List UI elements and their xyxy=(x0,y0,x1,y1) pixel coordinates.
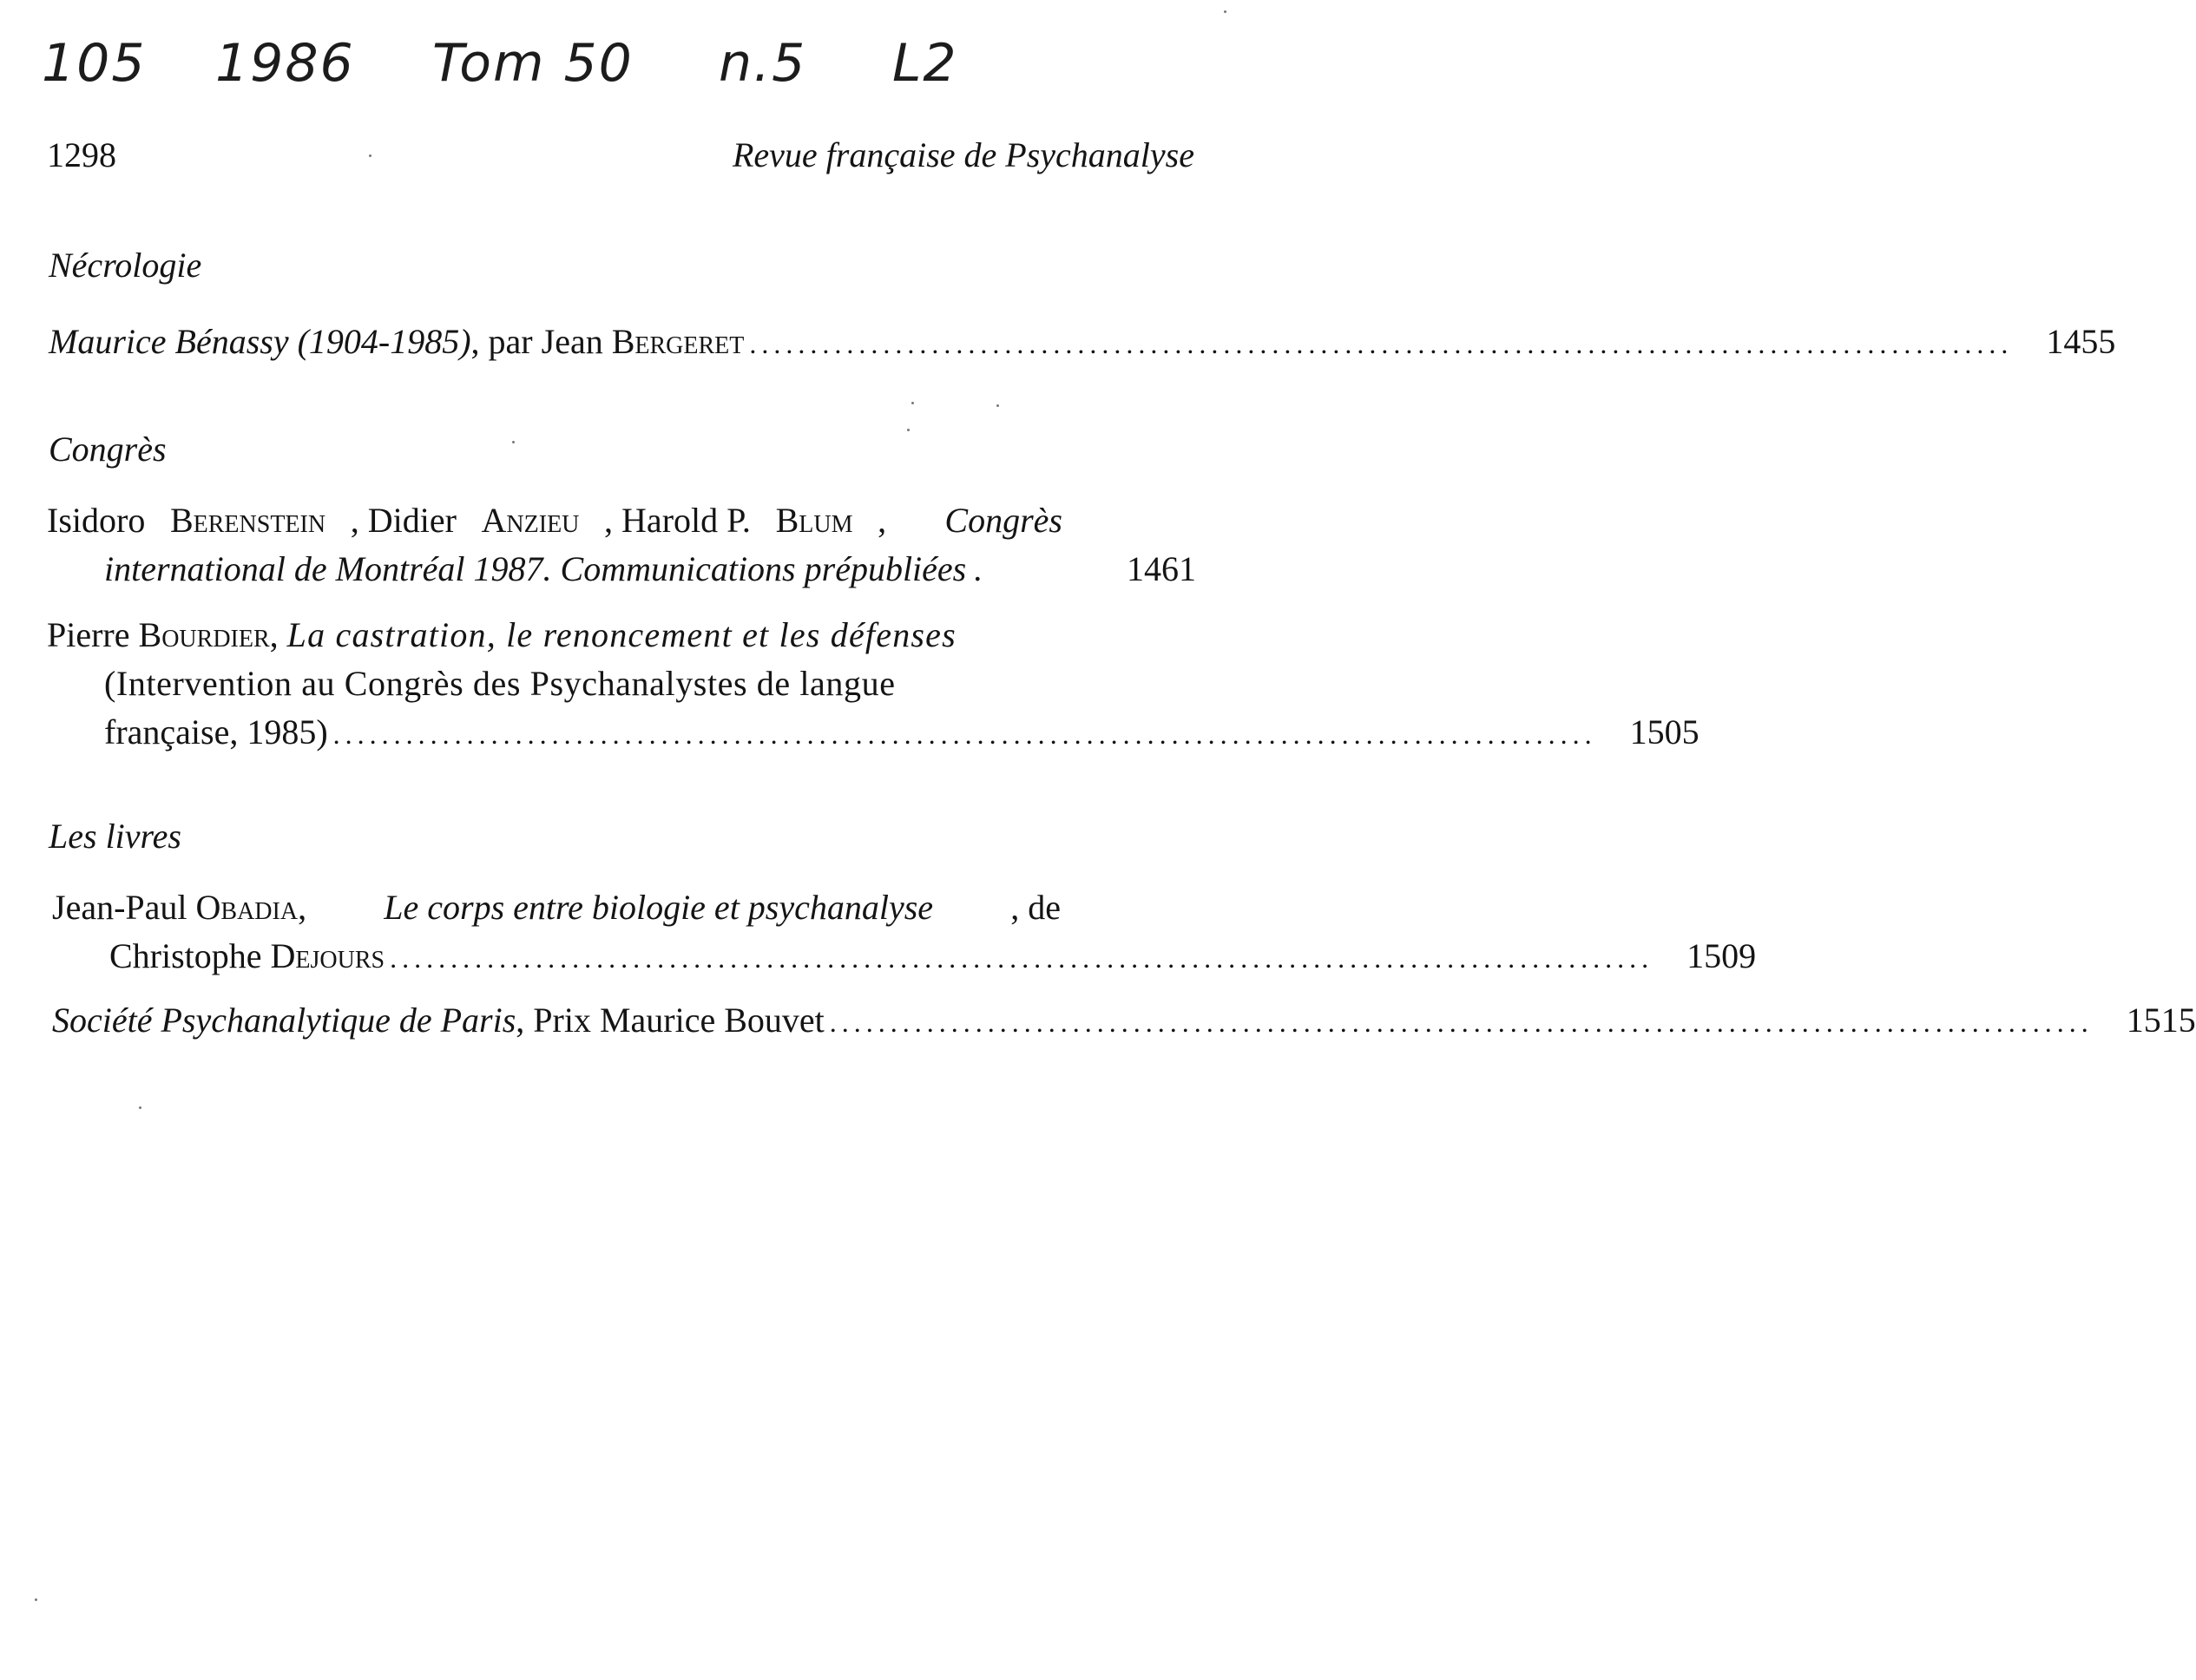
handwritten-reference-note xyxy=(42,33,1014,111)
section-heading-livres: Les livres xyxy=(49,817,181,856)
entry-author-first: Jean-Paul xyxy=(52,888,196,927)
entry-byline: , par Jean xyxy=(470,322,612,361)
toc-entry[interactable] xyxy=(47,611,1700,758)
entry-de: , de xyxy=(1010,888,1061,927)
scan-speck xyxy=(369,154,371,157)
entry-author-3-first: , Harold P. xyxy=(604,501,751,540)
entry-title: Le corps entre biologie et psychanalyse xyxy=(384,888,934,927)
section-heading-congres: Congrès xyxy=(49,430,167,469)
entry-page: 1515 xyxy=(2126,1001,2196,1040)
entry-title: La castration, le renoncement et les défenses xyxy=(286,615,957,654)
entry-prize: , Prix Maurice Bouvet xyxy=(516,1001,825,1040)
toc-entry[interactable] xyxy=(47,496,1196,594)
running-head xyxy=(47,135,1194,178)
scan-speck xyxy=(35,1598,37,1601)
dot-leader: ........................................................................................................ xyxy=(332,719,1597,750)
entry-title-part-2: international de Montréal 1987. Communications prépubliées xyxy=(104,549,967,588)
entry-author-last: Obadia xyxy=(195,888,299,927)
entry-author-1-first: Isidoro xyxy=(47,501,146,540)
entry-reviewer-last: Dejours xyxy=(270,936,385,975)
page-number: 1298 xyxy=(47,135,116,174)
entry-title-part-1: Congrès xyxy=(944,501,1062,540)
entry-author-2-last: Anzieu xyxy=(481,501,580,540)
scan-speck xyxy=(512,441,515,443)
handwritten-issue: n.5 xyxy=(719,33,807,94)
entry-author-1-last: Berenstein xyxy=(169,501,326,540)
dot-leader: ........................................................................................................ xyxy=(829,1007,2094,1038)
toc-entry[interactable] xyxy=(52,996,2196,1047)
entry-author-last: Bourdier xyxy=(138,615,270,654)
section-heading-necrologie: Nécrologie xyxy=(49,246,202,285)
entry-separator: , xyxy=(878,501,887,540)
entry-page: 1505 xyxy=(1629,712,1700,751)
dot-leader: ........................................................................................................ xyxy=(390,942,1654,974)
entry-page: 1461 xyxy=(1127,549,1196,588)
toc-entry[interactable] xyxy=(49,318,2116,368)
toc-entry[interactable] xyxy=(52,883,1757,982)
entry-note-line-1: (Intervention au Congrès des Psychanalystes de langue xyxy=(104,664,896,703)
entry-author: Bergeret xyxy=(611,322,745,361)
entry-title: Maurice Bénassy (1904-1985) xyxy=(49,322,471,361)
scan-speck xyxy=(139,1106,141,1109)
scan-speck xyxy=(911,402,914,404)
entry-separator: , xyxy=(269,615,279,654)
dot-leader: . xyxy=(973,549,983,588)
scan-speck xyxy=(907,429,910,431)
dot-leader: ........................................................................................................ xyxy=(749,328,2014,359)
handwritten-number: 105 xyxy=(42,33,147,94)
handwritten-year: 1986 xyxy=(215,33,355,94)
entry-author-first: Pierre xyxy=(47,615,139,654)
entry-separator: , xyxy=(298,888,307,927)
entry-organization: Société Psychanalytique de Paris xyxy=(52,1001,516,1040)
entry-author-3-last: Blum xyxy=(775,501,853,540)
entry-note-line-2: française, 1985) xyxy=(104,712,328,751)
journal-title: Revue française de Psychanalyse xyxy=(732,135,1194,174)
scan-speck xyxy=(1224,10,1226,13)
entry-page: 1455 xyxy=(2046,322,2116,361)
entry-author-2-first: , Didier xyxy=(350,501,457,540)
handwritten-code: L2 xyxy=(892,33,958,94)
scan-speck xyxy=(996,404,999,407)
entry-reviewer-first: Christophe xyxy=(109,936,271,975)
entry-page: 1509 xyxy=(1686,936,1757,975)
handwritten-tome: Tom 50 xyxy=(432,33,634,94)
